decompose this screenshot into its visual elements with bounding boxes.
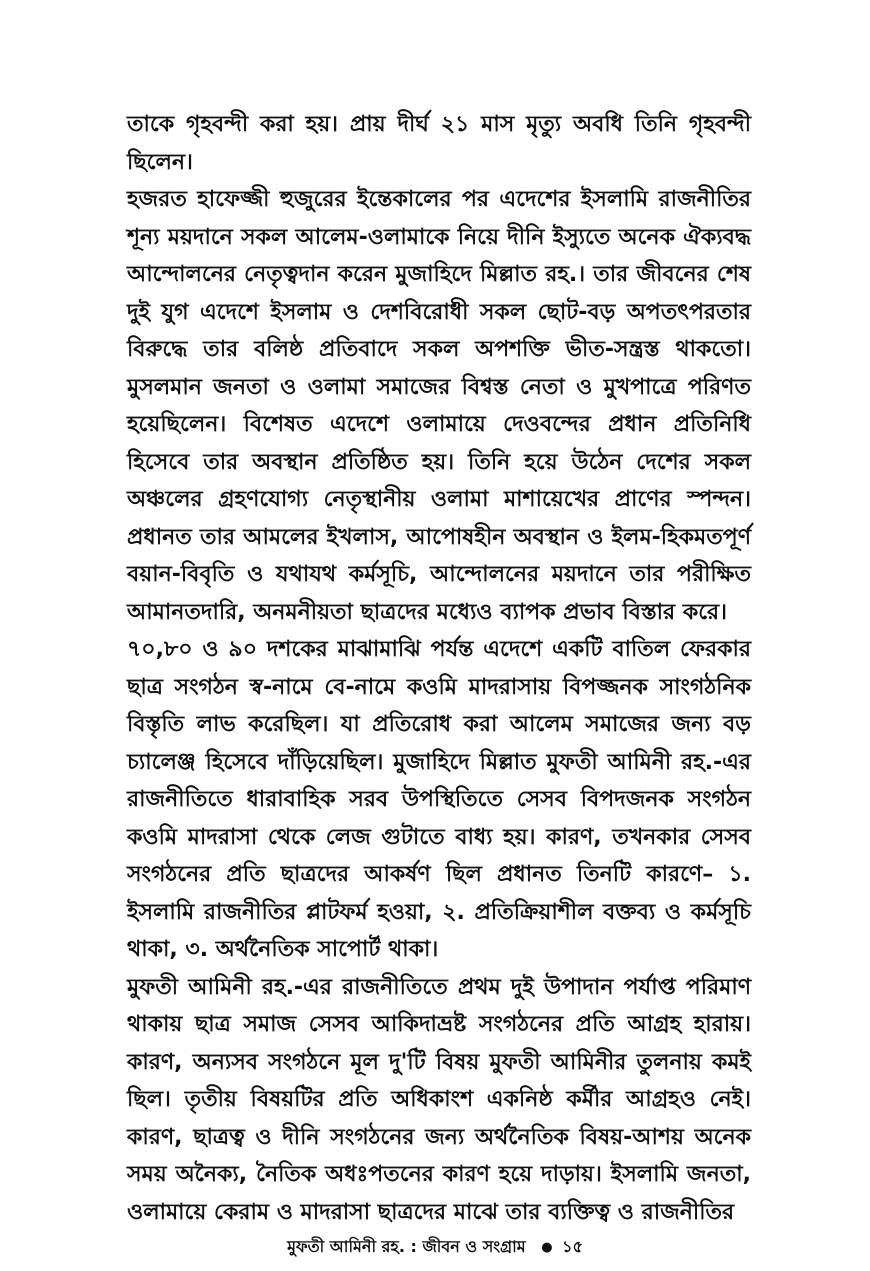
page-body-text — [127, 106, 751, 1231]
running-title: মুফতী আমিনী রহ. : জীবন ও সংগ্রাম — [287, 1237, 526, 1256]
paragraph-2: হজরত হাফেজ্জী হুজুরের ইন্তেকালের পর এদেশের ইসলামি রাজনীতির শূন্য ময়দানে সকল আলেম-ওলামাকে নিয়ে দীনি ইস্যুতে অনেক ঐক্যবদ্ধ আন্দোলনের নেতৃত্বদান করেন মুজাহিদে মিল্লাত রহ.। তার জীবনের শেষ দুই যুগ এদেশে ইসলাম ও দেশবিরোধী সকল ছোট-বড় অপতৎপরতার বিরুদ্ধে তার বলিষ্ঠ প্রতিবাদে সকল অপশক্তি ভীত-সন্ত্রস্ত থাকতো। মুসলমান জনতা ও ওলামা সমাজের বিশ্বস্ত নেতা ও মুখপাত্রে পরিণত হয়েছিলেন। বিশেষত এদেশে ওলামায়ে দেওবন্দের প্রধান প্রতিনিধি হিসেবে তার অবস্থান প্রতিষ্ঠিত হয়। তিনি হয়ে উঠেন দেশের সকল অঞ্চলের গ্রহণযোগ্য নেতৃস্থানীয় ওলামা মাশায়েখের প্রাণের স্পন্দন। প্রধানত তার আমলের ইখলাস, আপোষহীন অবস্থান ও ইলম-হিকমতপূর্ণ বয়ান-বিবৃতি ও যথাযথ কর্মসূচি, আন্দোলনের ময়দানে তার পরীক্ষিত আমানতদারি, অনমনীয়তা ছাত্রদের মধ্যেও ব্যাপক প্রভাব বিস্তার করে। — [127, 187, 751, 625]
paragraph-3: ৭০,৮০ ও ৯০ দশকের মাঝামাঝি পর্যন্ত এদেশে একটি বাতিল ফেরকার ছাত্র সংগঠন স্ব-নামে বে-নামে কওমি মাদরাসায় বিপজ্জনক সাংগঠনিক বিস্তৃতি লাভ করেছিল। যা প্রতিরোধ করা আলেম সমাজের জন্য বড় চ্যালেঞ্জ হিসেবে দাঁড়িয়েছিল। মুজাহিদে মিল্লাত মুফতী আমিনী রহ.-এর রাজনীতিতে ধারাবাহিক সরব উপস্থিতিতে সেসব বিপদজনক সংগঠন কওমি মাদরাসা থেকে লেজ গুটাতে বাধ্য হয়। কারণ, তখনকার সেসব সংগঠনের প্রতি ছাত্রদের আকর্ষণ ছিল প্রধানত তিনটি কারণে– ১. ইসলামি রাজনীতির প্লাটফর্ম হওয়া, ২. প্রতিক্রিয়াশীল বক্তব্য ও কর্মসূচি থাকা, ৩. অর্থনৈতিক সাপোর্ট থাকা। — [127, 637, 751, 962]
bullet-icon: ● — [541, 1240, 553, 1255]
paragraph-4: মুফতী আমিনী রহ.-এর রাজনীতিতে প্রথম দুই উপাদান পর্যাপ্ত পরিমাণ থাকায় ছাত্র সমাজ সেসব আকিদাভ্রষ্ট সংগঠনের প্রতি আগ্রহ হারায়। কারণ, অন্যসব সংগঠনে মূল দু'টি বিষয় মুফতী আমিনীর তুলনায় কমই ছিল। তৃতীয় বিষয়টির প্রতি অধিকাংশ একনিষ্ঠ কর্মীর আগ্রহও নেই। কারণ, ছাত্রত্ব ও দীনি সংগঠনের জন্য অর্থনৈতিক বিষয়-আশয় অনেক সময় অনৈক্য, নৈতিক অধঃপতনের কারণ হয়ে দাড়ায়। ইসলামি জনতা, ওলামায়ে কেরাম ও মাদরাসা ছাত্রদের মাঝে তার ব্যক্তিত্ব ও রাজনীতির — [127, 974, 751, 1225]
page-number: ১৫ — [562, 1237, 583, 1256]
paragraph-1: তাকে গৃহবন্দী করা হয়। প্রায় দীর্ঘ ২১ মাস মৃত্যু অবধি তিনি গৃহবন্দী ছিলেন। — [127, 112, 751, 175]
page-footer — [0, 1234, 870, 1261]
